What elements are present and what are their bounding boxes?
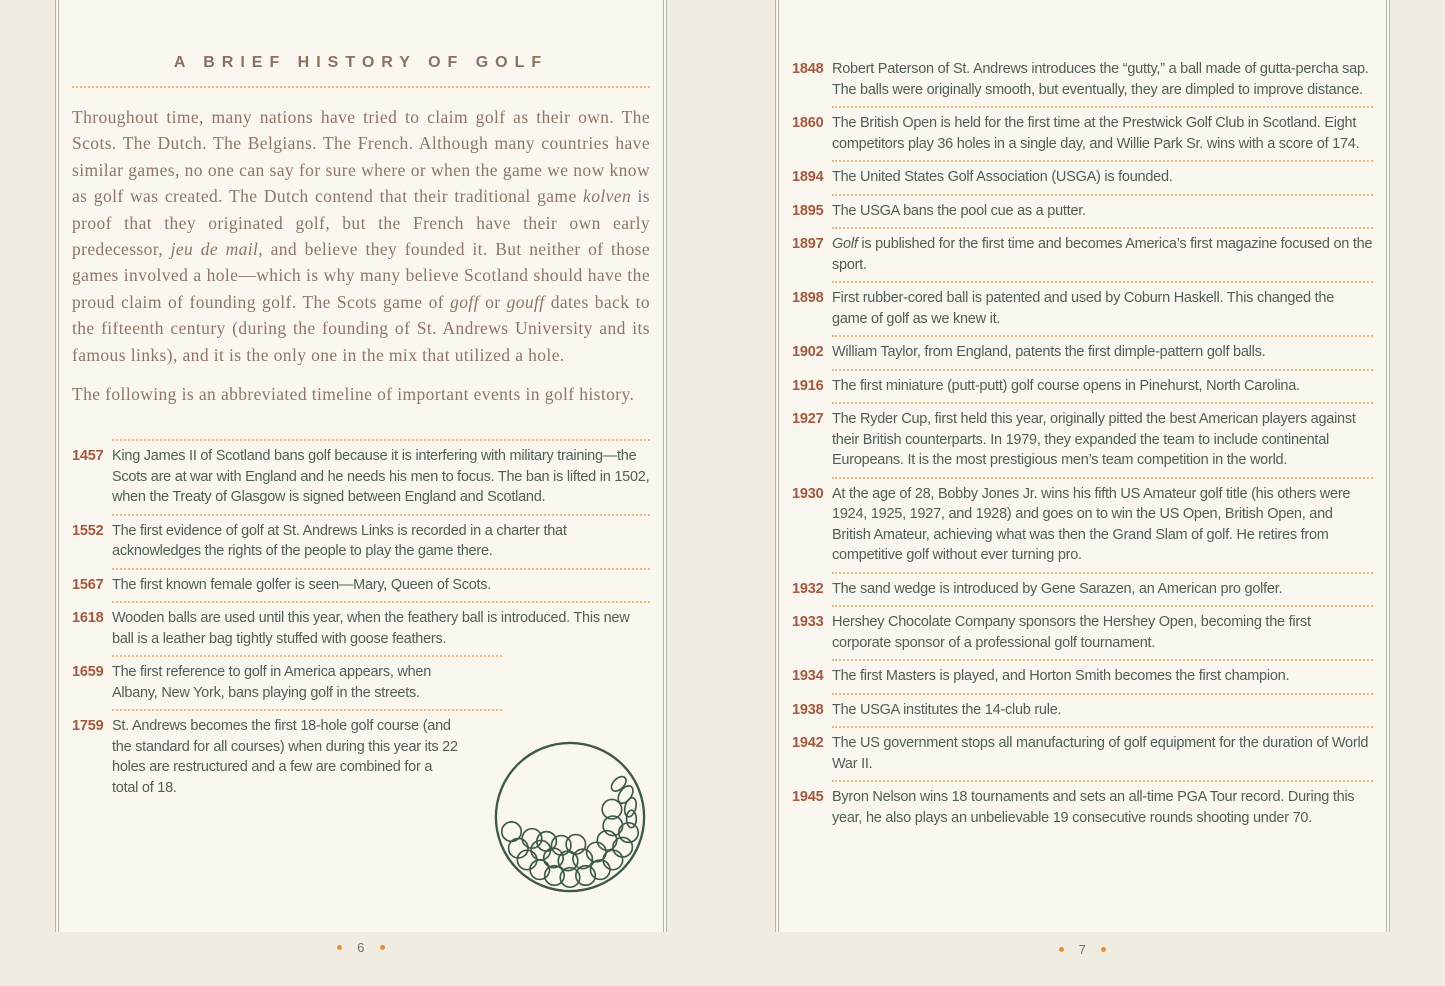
timeline-year: 1552 xyxy=(72,522,104,539)
timeline-entry-1567 xyxy=(72,570,650,602)
timeline-entry-1659 xyxy=(72,657,650,709)
timeline-entry-1933 xyxy=(792,607,1373,659)
page-title: A BRIEF HISTORY OF GOLF xyxy=(173,54,549,71)
timeline-entry-1898 xyxy=(792,283,1373,335)
timeline-year: 1894 xyxy=(792,169,824,185)
timeline-text: The British Open is held for the first time at the Prestwick Golf Club in Scotland. Eight competitors play 36 holes in a single day, and Willie Park Sr. wins with a score of 174. xyxy=(832,115,1360,152)
timeline-year: 1457 xyxy=(72,448,104,465)
timeline-text: The sand wedge is introduced by Gene Sarazen, an American pro golfer. xyxy=(832,580,1283,597)
timeline-year: 1897 xyxy=(792,236,824,252)
timeline-text: The Ryder Cup, first held this year, originally pitted the best American players against their British counterparts. In 1979, they expanded the team to include continental Europeans. It is the most prestigious men’s team competition in the world. xyxy=(832,411,1356,468)
timeline-year: 1938 xyxy=(792,701,824,718)
left-page-footer xyxy=(59,941,663,954)
timeline-year: 1932 xyxy=(792,580,824,597)
timeline-year: 1659 xyxy=(72,664,104,681)
left-page-content xyxy=(59,52,663,984)
timeline-text: William Taylor, from England, patents the first dimple-pattern golf balls. xyxy=(832,344,1266,360)
timeline-year: 1916 xyxy=(792,377,824,394)
timeline-year: 1618 xyxy=(72,610,104,627)
page-number-dot xyxy=(380,945,385,950)
timeline-text: Hershey Chocolate Company sponsors the Hershey Open, becoming the first corporate sponsor of a professional golf tournament. xyxy=(832,614,1311,651)
timeline-entry-1932 xyxy=(792,574,1373,606)
title-dotted-rule xyxy=(72,86,650,88)
timeline-text: Golf is published for the first time and becomes America’s first magazine focused on the sport. xyxy=(832,236,1373,273)
timeline-year: 1848 xyxy=(792,61,824,77)
timeline-text: King James II of Scotland bans golf because it is interfering with military training—the Scots are at war with England and he needs his men to focus. The ban is lifted in 1502, when the Treaty of Glasgow is signed between England and Scotland. xyxy=(112,448,650,506)
timeline-text: The US government stops all manufacturing of golf equipment for the duration of World War II. xyxy=(832,735,1369,772)
timeline-entry-1916 xyxy=(792,371,1373,403)
timeline-entry-1934 xyxy=(792,661,1373,693)
timeline-year: 1902 xyxy=(792,344,824,360)
timeline-entry-1618 xyxy=(72,603,650,655)
timeline-text: Robert Paterson of St. Andrews introduces the “gutty,” a ball made of gutta-percha sap. The balls were originally smooth, but eventually, they are dimpled to improve distance. xyxy=(832,61,1369,98)
timeline-year: 1927 xyxy=(792,411,824,427)
timeline-entry-1895 xyxy=(792,196,1373,228)
right-page-footer xyxy=(779,943,1386,956)
right-page xyxy=(775,0,1390,957)
timeline-text: The United States Golf Association (USGA) is founded. xyxy=(832,169,1173,185)
timeline-year: 1942 xyxy=(792,735,824,751)
timeline-year: 1895 xyxy=(792,202,824,219)
golf-ball-illustration xyxy=(492,739,648,895)
timeline-entry-1927 xyxy=(792,404,1373,477)
timeline-entry-1848 xyxy=(792,54,1373,106)
timeline-year: 1860 xyxy=(792,115,824,131)
timeline-entry-1902 xyxy=(792,337,1373,369)
timeline-right xyxy=(792,54,1373,834)
timeline-entry-1897 xyxy=(792,229,1373,281)
page-number-dot xyxy=(337,945,342,950)
timeline-entry-1552 xyxy=(72,516,650,568)
timeline-text: At the age of 28, Bobby Jones Jr. wins his fifth US Amateur golf title (his others were 1924, 1925, 1927, and 1928) and goes on to win the US Open, British Open, and British Amateur, achieving what was then the Grand Slam of golf. He retires from competitive golf without ever turning pro. xyxy=(832,485,1351,563)
timeline-entry-1860 xyxy=(792,108,1373,160)
timeline-text: Wooden balls are used until this year, when the feathery ball is introduced. This new ball is a leather bag tightly stuffed with goose feathers. xyxy=(112,610,630,647)
timeline-intro: The following is an abbreviated timeline of important events in golf history. xyxy=(72,384,635,405)
timeline-entry-1945 xyxy=(792,782,1373,834)
timeline-text: The first known female golfer is seen—Mary, Queen of Scots. xyxy=(112,576,492,593)
timeline-text: The USGA institutes the 14-club rule. xyxy=(832,701,1062,718)
timeline-text: Byron Nelson wins 18 tournaments and sets an all-time PGA Tour record. During this year, he also plays an unbelievable 19 consecutive rounds shooting under 70. xyxy=(832,789,1355,826)
timeline-year: 1934 xyxy=(792,668,824,684)
timeline-entry-1457 xyxy=(72,441,650,514)
timeline-text: The first evidence of golf at St. Andrews Links is recorded in a charter that acknowledges the rights of the people to play the game there. xyxy=(112,522,567,560)
timeline-year: 1945 xyxy=(792,789,824,805)
page-number-dot xyxy=(1101,947,1106,952)
timeline-year: 1898 xyxy=(792,290,824,306)
page-number-dot xyxy=(1059,947,1064,952)
right-page-content xyxy=(779,54,1386,986)
intro-paragraph: Throughout time, many nations have tried to claim golf as their own. The Scots. The Dutch. The Belgians. The French. Although many countries have similar games, no one can say for sure where or when the game we now know as golf was created. The Dutch contend that their traditional game kolven is proof that they originated golf, but the French have their own early predecessor, jeu de mail, and believe they founded it. But neither of those games involved a hole—which is why many believe Scotland should have the proud claim of founding golf. The Scots game of goff or gouff dates back to the fifteenth century (during the founding of St. Andrews University and its famous links), and it is the only one in the mix that utilized a hole. xyxy=(72,107,650,365)
timeline-text: The first miniature (putt-putt) golf course opens in Pinehurst, North Carolina. xyxy=(832,377,1300,394)
timeline-entry-1930 xyxy=(792,479,1373,572)
timeline-year: 1930 xyxy=(792,485,824,502)
page-number: 6 xyxy=(357,940,365,955)
timeline-text: The first reference to golf in America appears, when Albany, New York, bans playing golf in the streets. xyxy=(112,664,432,701)
page-number: 7 xyxy=(1078,942,1087,957)
timeline-entry-1938 xyxy=(792,695,1373,727)
timeline-text: St. Andrews becomes the first 18-hole golf course (and the standard for all courses) when during this year its 22 holes are restructured and a few are combined for a total of 18. xyxy=(112,718,458,796)
timeline-text: The USGA bans the pool cue as a putter. xyxy=(832,202,1086,219)
timeline-year: 1759 xyxy=(72,718,104,735)
timeline-text: The first Masters is played, and Horton Smith becomes the first champion. xyxy=(832,668,1290,684)
timeline-entry-1942 xyxy=(792,728,1373,780)
left-page xyxy=(55,0,667,955)
timeline-year: 1933 xyxy=(792,614,824,630)
timeline-year: 1567 xyxy=(72,576,104,593)
timeline-entry-1894 xyxy=(792,162,1373,194)
timeline-text: First rubber-cored ball is patented and used by Coburn Haskell. This changed the game of golf as we knew it. xyxy=(832,290,1335,327)
